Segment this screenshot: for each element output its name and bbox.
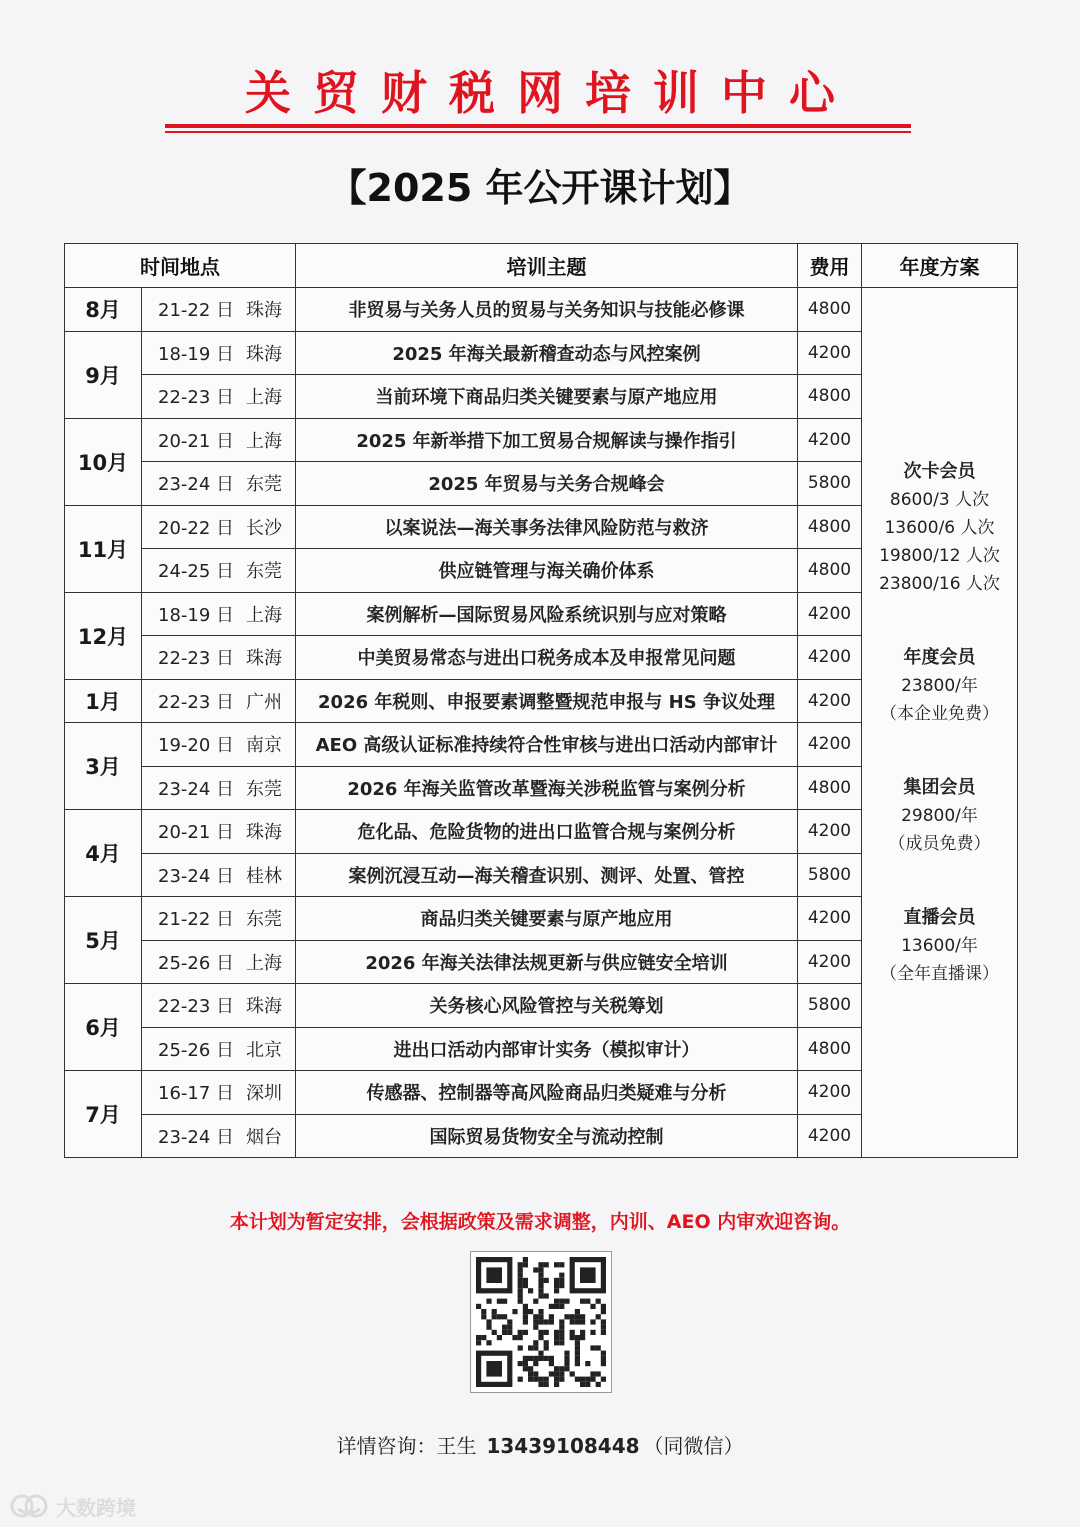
date-text: 21-22 日 xyxy=(158,300,235,322)
annual-plan-block xyxy=(862,904,1017,988)
header-time-location: 时间地点 xyxy=(65,244,296,288)
date-location-cell xyxy=(142,549,296,593)
city-text: 东莞 xyxy=(246,474,283,496)
date-text: 18-19 日 xyxy=(158,343,235,365)
annual-plan-price-line: 23800/年 xyxy=(901,675,978,696)
date-location-cell xyxy=(142,853,296,897)
date-location-cell xyxy=(142,1027,296,1071)
contact-label: 详情咨询：王生 xyxy=(336,1434,477,1458)
header-fee: 费用 xyxy=(798,244,862,288)
date-text: 20-21 日 xyxy=(158,430,235,452)
fee-cell: 4800 xyxy=(798,1027,862,1071)
contact-suffix: （同微信） xyxy=(643,1434,744,1458)
date-text: 22-23 日 xyxy=(158,648,235,670)
topic-cell: 2026 年海关法律法规更新与供应链安全培训 xyxy=(296,940,798,984)
fee-cell: 4200 xyxy=(798,592,862,636)
watermark-text: 大数跨境 xyxy=(56,1495,136,1520)
table-row xyxy=(65,288,1018,332)
date-location-cell xyxy=(142,288,296,332)
annual-plan-name: 集团会员 xyxy=(903,776,976,798)
annual-plan-price-line: （成员免费） xyxy=(888,833,991,854)
topic-cell: 中美贸易常态与进出口税务成本及申报常见问题 xyxy=(296,636,798,680)
date-location-cell xyxy=(142,505,296,549)
qr-code xyxy=(470,1251,612,1393)
date-location-cell xyxy=(142,1114,296,1158)
topic-cell: 2025 年贸易与关务合规峰会 xyxy=(296,462,798,506)
fee-cell: 4800 xyxy=(798,375,862,419)
month-cell: 10月 xyxy=(65,418,142,505)
fee-cell: 4200 xyxy=(798,723,862,767)
date-text: 23-24 日 xyxy=(158,865,235,887)
month-cell: 7月 xyxy=(65,1071,142,1158)
topic-cell: 关务核心风险管控与关税筹划 xyxy=(296,984,798,1028)
annual-plan-price-line: 13600/6 人次 xyxy=(884,517,995,538)
date-text: 21-22 日 xyxy=(158,909,235,931)
annual-plan-block xyxy=(862,458,1017,598)
fee-cell: 4200 xyxy=(798,1114,862,1158)
annual-plan-block xyxy=(862,774,1017,858)
header-topic: 培训主题 xyxy=(296,244,798,288)
city-text: 东莞 xyxy=(246,561,283,583)
annual-plan-price-line: 8600/3 人次 xyxy=(889,489,990,510)
month-cell: 1月 xyxy=(65,679,142,723)
city-text: 珠海 xyxy=(246,822,283,844)
date-text: 19-20 日 xyxy=(158,735,235,757)
annual-plan-price-line: 23800/16 人次 xyxy=(879,573,1000,594)
topic-cell: 商品归类关键要素与原产地应用 xyxy=(296,897,798,941)
date-text: 25-26 日 xyxy=(158,1039,235,1061)
fee-cell: 5800 xyxy=(798,853,862,897)
fee-cell: 4200 xyxy=(798,897,862,941)
date-text: 24-25 日 xyxy=(158,561,235,583)
topic-cell: 进出口活动内部审计实务（模拟审计） xyxy=(296,1027,798,1071)
fee-cell: 4200 xyxy=(798,418,862,462)
fee-cell: 4200 xyxy=(798,940,862,984)
topic-cell: AEO 高级认证标准持续符合性审核与进出口活动内部审计 xyxy=(296,723,798,767)
schedule-table xyxy=(64,243,1018,1158)
date-location-cell xyxy=(142,897,296,941)
city-text: 南京 xyxy=(246,735,283,757)
date-text: 23-24 日 xyxy=(158,474,235,496)
fee-cell: 4200 xyxy=(798,331,862,375)
topic-cell: 国际贸易货物安全与流动控制 xyxy=(296,1114,798,1158)
fee-cell: 4200 xyxy=(798,679,862,723)
city-text: 桂林 xyxy=(246,865,283,887)
fee-cell: 4800 xyxy=(798,288,862,332)
city-text: 上海 xyxy=(246,604,283,626)
date-text: 18-19 日 xyxy=(158,604,235,626)
city-text: 东莞 xyxy=(246,778,283,800)
month-cell: 9月 xyxy=(65,331,142,418)
city-text: 珠海 xyxy=(246,300,283,322)
date-location-cell xyxy=(142,418,296,462)
qr-code-graphic xyxy=(471,1252,611,1392)
date-location-cell xyxy=(142,375,296,419)
month-cell: 11月 xyxy=(65,505,142,592)
topic-cell: 2025 年新举措下加工贸易合规解读与操作指引 xyxy=(296,418,798,462)
fee-cell: 4200 xyxy=(798,1071,862,1115)
date-location-cell xyxy=(142,1071,296,1115)
annual-plan-name: 年度会员 xyxy=(903,646,976,668)
fee-cell: 4200 xyxy=(798,810,862,854)
fee-cell: 4800 xyxy=(798,766,862,810)
date-text: 23-24 日 xyxy=(158,1126,235,1148)
watermark xyxy=(10,1490,136,1522)
topic-cell: 非贸易与关务人员的贸易与关务知识与技能必修课 xyxy=(296,288,798,332)
city-text: 深圳 xyxy=(246,1083,283,1105)
city-text: 长沙 xyxy=(246,517,283,539)
schedule-body xyxy=(65,288,1018,1158)
contact-phone: 13439108448 xyxy=(486,1434,640,1458)
city-text: 上海 xyxy=(246,952,283,974)
annual-plan-cell xyxy=(862,288,1018,1158)
city-text: 烟台 xyxy=(246,1126,283,1148)
date-location-cell xyxy=(142,766,296,810)
notice-text: 本计划为暂定安排，会根据政策及需求调整，内训、AEO 内审欢迎咨询。 xyxy=(229,1211,851,1233)
month-cell: 12月 xyxy=(65,592,142,679)
month-cell: 8月 xyxy=(65,288,142,332)
topic-cell: 以案说法—海关事务法律风险防范与救济 xyxy=(296,505,798,549)
title-underline-thin xyxy=(165,131,911,133)
plan-title: 【2025 年公开课计划】 xyxy=(328,166,752,210)
topic-cell: 危化品、危险货物的进出口监管合规与案例分析 xyxy=(296,810,798,854)
date-location-cell xyxy=(142,331,296,375)
month-cell: 4月 xyxy=(65,810,142,897)
date-location-cell xyxy=(142,723,296,767)
annual-plan-price-line: 13600/年 xyxy=(901,935,978,956)
topic-cell: 2026 年海关监管改革暨海关涉税监管与案例分析 xyxy=(296,766,798,810)
topic-cell: 案例解析—国际贸易风险系统识别与应对策略 xyxy=(296,592,798,636)
date-location-cell xyxy=(142,984,296,1028)
topic-cell: 传感器、控制器等高风险商品归类疑难与分析 xyxy=(296,1071,798,1115)
date-location-cell xyxy=(142,940,296,984)
date-location-cell xyxy=(142,679,296,723)
date-text: 23-24 日 xyxy=(158,778,235,800)
fee-cell: 4200 xyxy=(798,636,862,680)
city-text: 珠海 xyxy=(246,996,283,1018)
topic-cell: 当前环境下商品归类关键要素与原产地应用 xyxy=(296,375,798,419)
fee-cell: 4800 xyxy=(798,505,862,549)
city-text: 东莞 xyxy=(246,909,283,931)
city-text: 北京 xyxy=(246,1039,283,1061)
topic-cell: 案例沉浸互动—海关稽查识别、测评、处置、管控 xyxy=(296,853,798,897)
topic-cell: 2026 年税则、申报要素调整暨规范申报与 HS 争议处理 xyxy=(296,679,798,723)
topic-cell: 2025 年海关最新稽查动态与风控案例 xyxy=(296,331,798,375)
city-text: 广州 xyxy=(246,691,283,713)
month-cell: 6月 xyxy=(65,984,142,1071)
date-text: 22-23 日 xyxy=(158,996,235,1018)
date-text: 22-23 日 xyxy=(158,691,235,713)
annual-plan-price-line: （全年直播课） xyxy=(880,963,999,984)
table-header-row xyxy=(65,244,1018,288)
annual-plan-name: 次卡会员 xyxy=(903,460,976,482)
date-text: 25-26 日 xyxy=(158,952,235,974)
date-location-cell xyxy=(142,636,296,680)
date-text: 20-21 日 xyxy=(158,822,235,844)
city-text: 珠海 xyxy=(246,648,283,670)
fee-cell: 4800 xyxy=(798,549,862,593)
date-text: 16-17 日 xyxy=(158,1083,235,1105)
smile-logo-icon xyxy=(10,1493,50,1519)
date-location-cell xyxy=(142,592,296,636)
fee-cell: 5800 xyxy=(798,984,862,1028)
annual-plan-price-line: 29800/年 xyxy=(901,805,978,826)
title-underline-thick xyxy=(165,124,911,128)
city-text: 上海 xyxy=(246,387,283,409)
city-text: 珠海 xyxy=(246,343,283,365)
date-text: 20-22 日 xyxy=(158,517,235,539)
annual-plan-block xyxy=(862,644,1017,728)
city-text: 上海 xyxy=(246,430,283,452)
fee-cell: 5800 xyxy=(798,462,862,506)
date-text: 22-23 日 xyxy=(158,387,235,409)
header-annual-plan: 年度方案 xyxy=(862,244,1018,288)
contact-line xyxy=(0,1428,1080,1464)
topic-cell: 供应链管理与海关确价体系 xyxy=(296,549,798,593)
date-location-cell xyxy=(142,462,296,506)
annual-plan-price-line: 19800/12 人次 xyxy=(879,545,1000,566)
date-location-cell xyxy=(142,810,296,854)
org-title: 关贸财税网培训中心 xyxy=(245,66,857,120)
month-cell: 3月 xyxy=(65,723,142,810)
month-cell: 5月 xyxy=(65,897,142,984)
annual-plan-name: 直播会员 xyxy=(903,906,976,928)
annual-plan-price-line: （本企业免费） xyxy=(880,703,999,724)
